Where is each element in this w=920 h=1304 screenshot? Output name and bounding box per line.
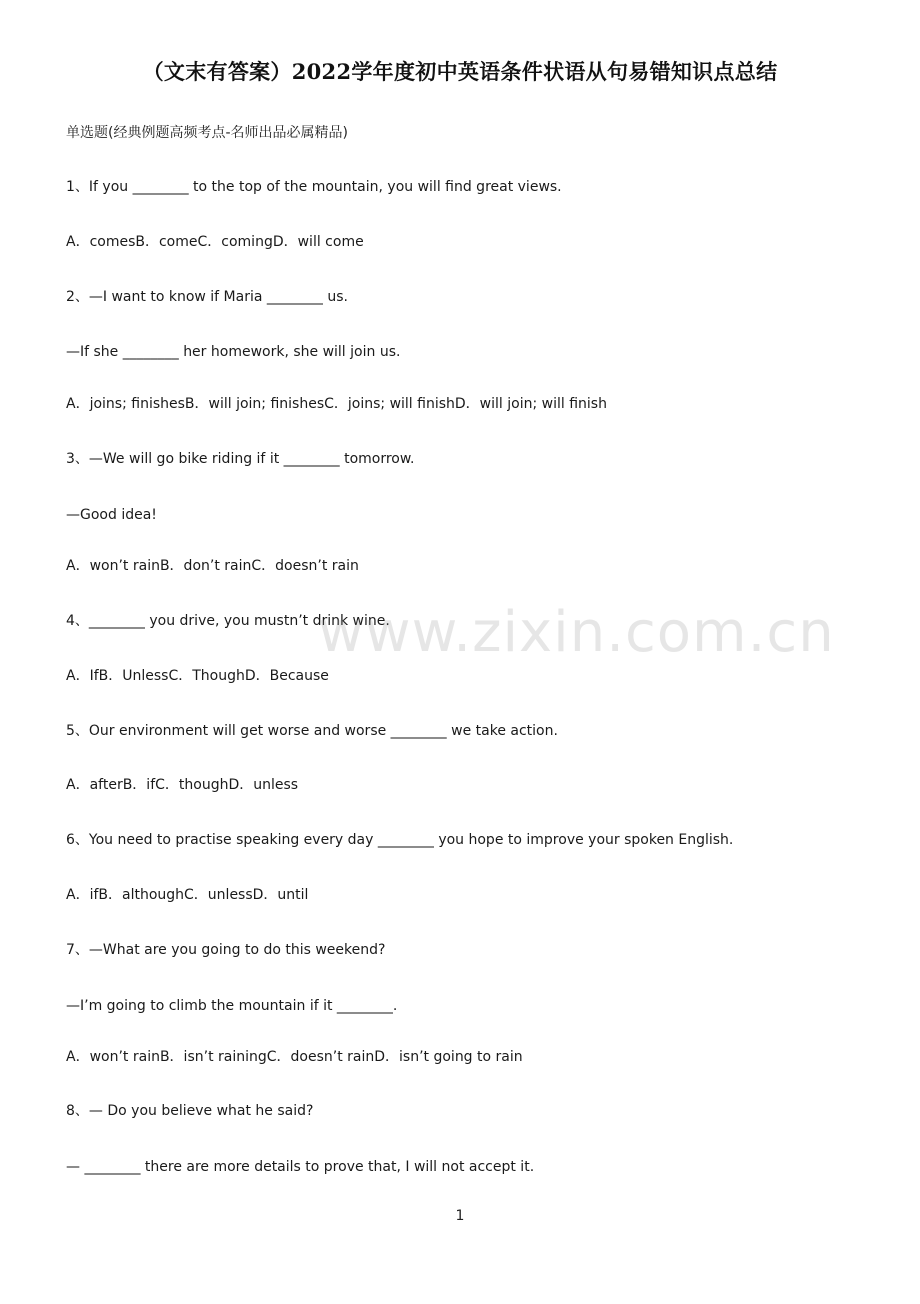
question-5-options: A．afterB．ifC．thoughD．unless: [66, 777, 299, 793]
watermark: www.zixin.com.cn: [318, 600, 835, 665]
question-3-text-reply: —Good idea!: [66, 507, 157, 523]
question-7-text: 7、—What are you going to do this weekend?: [66, 942, 386, 958]
document-title: （文末有答案）2022学年度初中英语条件状语从句易错知识点总结: [142, 59, 778, 84]
question-3-options: A．won’t rainB．don’t rainC．doesn’t rain: [66, 558, 359, 574]
question-5-text: 5、Our environment will get worse and worse ________ we take action.: [66, 723, 558, 739]
section-heading: 单选题(经典例题高频考点-名师出品必属精品): [66, 125, 348, 141]
question-4-text: 4、________ you drive, you mustn’t drink wine.: [66, 613, 390, 629]
question-1-text: 1、If you ________ to the top of the mountain, you will find great views.: [66, 179, 562, 195]
question-7-options: A．won’t rainB．isn’t rainingC．doesn’t rainD．isn’t going to rain: [66, 1049, 523, 1065]
page-number: 1: [455, 1208, 465, 1224]
question-1-options: A．comesB．comeC．comingD．will come: [66, 234, 364, 250]
question-7-text-reply: —I’m going to climb the mountain if it ________.: [66, 998, 398, 1014]
question-8-text-reply: — ________ there are more details to prove that, I will not accept it.: [66, 1159, 535, 1175]
question-2-text-reply: —If she ________ her homework, she will join us.: [66, 344, 401, 360]
question-6-options: A．ifB．althoughC．unlessD．until: [66, 887, 309, 903]
question-8-text: 8、— Do you believe what he said?: [66, 1103, 314, 1119]
question-4-options: A．IfB．UnlessC．ThoughD．Because: [66, 668, 329, 684]
question-2-options: A．joins; finishesB．will join; finishesC．joins; will finishD．will join; will finish: [66, 396, 607, 412]
question-3-text: 3、—We will go bike riding if it ________ tomorrow.: [66, 451, 415, 467]
question-2-text: 2、—I want to know if Maria ________ us.: [66, 289, 348, 305]
question-6-text: 6、You need to practise speaking every day ________ you hope to improve your spoken English.: [66, 832, 734, 848]
